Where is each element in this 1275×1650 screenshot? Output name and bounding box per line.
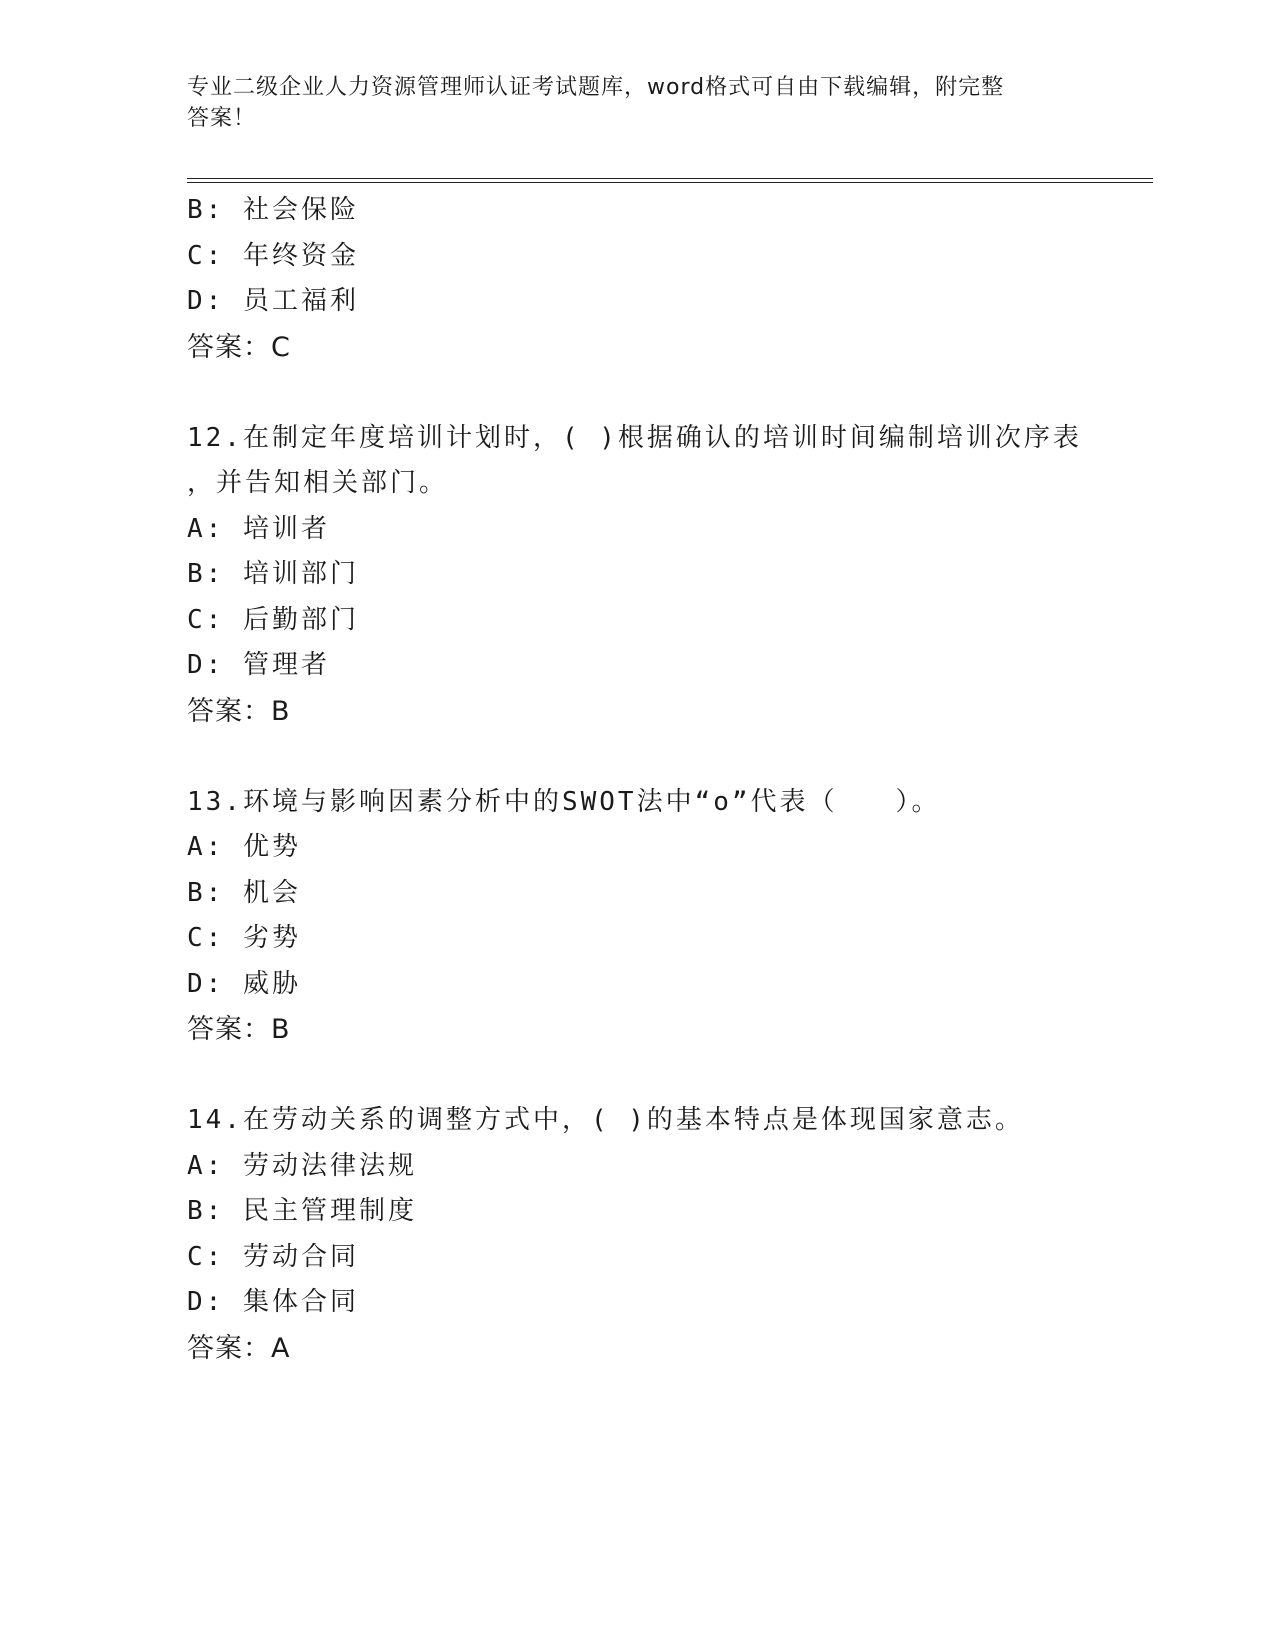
option-c: C: 劳动合同	[187, 1241, 359, 1272]
option-c: C: 年终资金	[187, 240, 359, 271]
option-d: D: 员工福利	[187, 286, 359, 316]
question-content	[187, 188, 1107, 1371]
option-b: B: 培训部门	[187, 559, 359, 589]
answer-line: 答案：B	[187, 1014, 291, 1045]
spacer	[187, 1053, 1107, 1099]
header-line-2: 答案！	[187, 106, 257, 131]
spacer	[187, 734, 1107, 780]
spacer	[187, 370, 1107, 416]
document-header	[187, 72, 1067, 134]
answer-line: 答案：A	[187, 1332, 291, 1364]
option-a: A: 劳动法律法规	[187, 1150, 417, 1181]
answer-line: 答案：B	[187, 695, 291, 727]
question-12-text-line-2: ，并告知相关部门。	[187, 468, 449, 498]
option-b: B: 机会	[187, 877, 301, 908]
option-c: C: 劣势	[187, 923, 301, 953]
header-rule-bottom	[187, 182, 1153, 183]
option-b: B: 社会保险	[187, 195, 359, 225]
question-12-text-line-1: 12.在制定年度培训计划时，( )根据确认的培训时间编制培训次序表	[187, 422, 1082, 453]
header-rule-top	[187, 178, 1153, 179]
option-a: A: 培训者	[187, 513, 330, 544]
answer-line: 答案：C	[187, 331, 291, 363]
question-13-text: 13.环境与影响因素分析中的SWOT法中“o”代表（ ）。	[187, 786, 941, 817]
option-b: B: 民主管理制度	[187, 1196, 417, 1226]
option-d: D: 集体合同	[187, 1287, 359, 1317]
header-line-1: 专业二级企业人力资源管理师认证考试题库，word格式可自由下载编辑，附完整	[187, 75, 1005, 100]
option-c: C: 后勤部门	[187, 604, 359, 635]
option-d: D: 威胁	[187, 968, 301, 999]
option-a: A: 优势	[187, 832, 301, 862]
question-14-text: 14.在劳动关系的调整方式中，( )的基本特点是体现国家意志。	[187, 1105, 1024, 1135]
option-d: D: 管理者	[187, 650, 330, 680]
